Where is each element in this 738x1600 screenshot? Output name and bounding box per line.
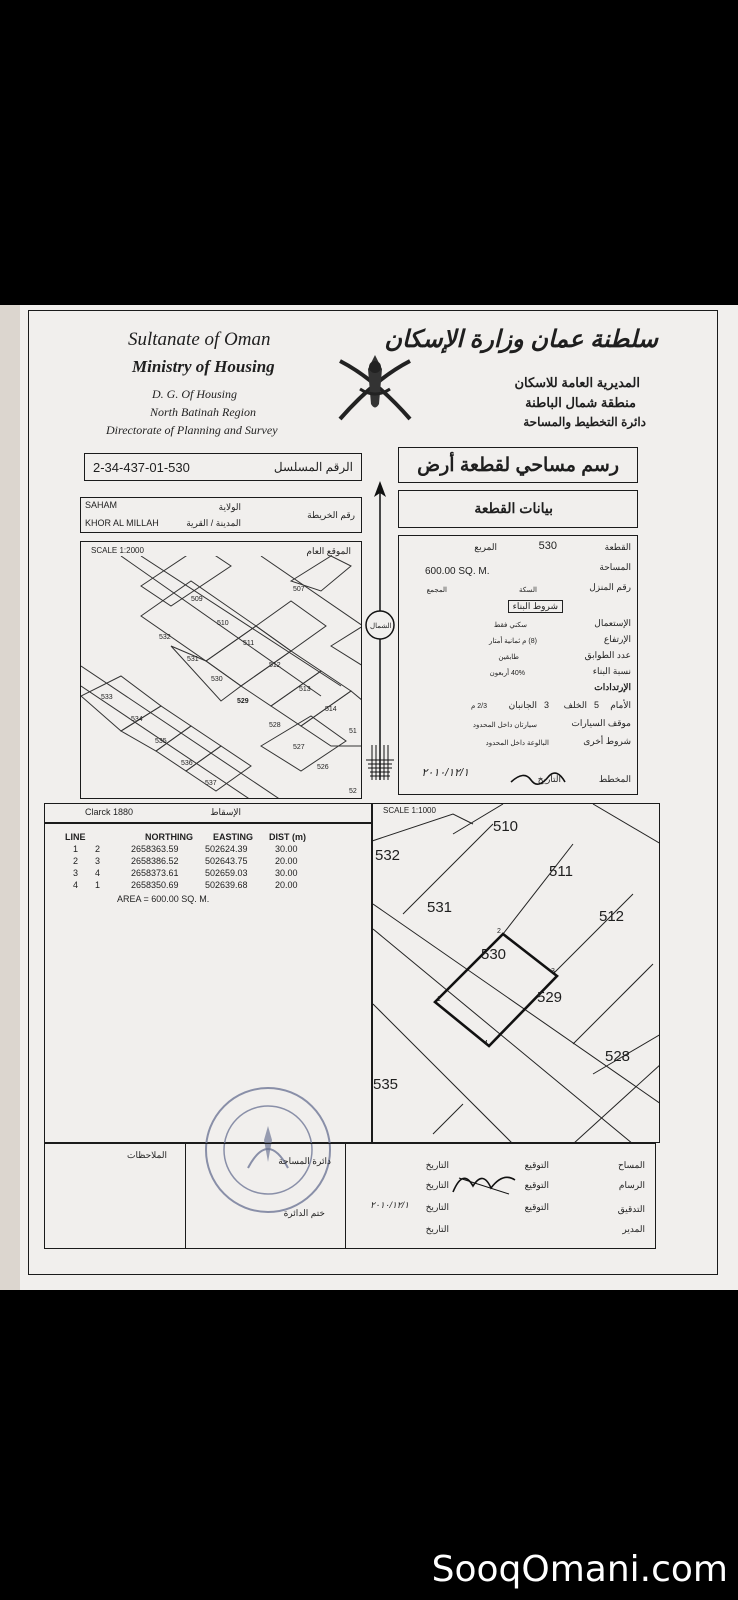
serial-value: 2-34-437-01-530 [93,460,190,475]
notes-label: الملاحظات [127,1150,167,1160]
sig-date: ٢٠١٠/١٢/١ [370,1200,409,1210]
north-label: الشمال [370,623,392,630]
block-label: المربع [474,542,497,552]
header-en-1: Sultanate of Oman [128,329,271,350]
row-dist: 20.00 [275,880,298,890]
location-box [80,497,362,533]
general-map-scale: SCALE 1:2000 [91,546,144,555]
house-label: رقم المنزل [589,582,631,592]
planner-signature [509,764,569,790]
serial-label: الرقم المسلسل [273,460,353,474]
gm-plot-531: 531 [187,656,199,663]
wilaya-en: SAHAM [85,500,118,510]
corner-1: 1 [437,996,441,1003]
col-line: LINE [65,832,86,842]
gm-plot-532: 532 [159,634,171,641]
gm-plot-511: 511 [243,640,255,647]
seal-label: ختم الدائرة [283,1208,325,1218]
front-label: الأمام [610,700,631,710]
parking-label: موقف السيارات [571,718,631,728]
gm-plot-534: 534 [131,716,143,723]
row-dist: 30.00 [275,868,298,878]
header-en-2: Ministry of Housing [132,357,275,376]
row-northing: 2658363.59 [131,844,179,854]
gm-plot-51: 51 [349,728,357,735]
row-from: 2 [73,856,79,866]
bottom-black-band [0,1290,738,1600]
row-easting: 502624.39 [205,844,248,854]
row-from: 4 [73,880,79,890]
area-label: المساحة [599,562,631,572]
back-label: الخلف [563,700,587,710]
header-en-5: Directorate of Planning and Survey [106,423,278,437]
role-surveyor: المساح [617,1160,645,1170]
plot-data-title: بيانات القطعة [474,500,553,516]
gm-plot-52: 52 [349,788,357,795]
gm-plot-512: 512 [269,662,281,669]
dm-plot-510: 510 [493,818,519,835]
other-value: البالوعة داخل المحدود [485,740,549,747]
gm-plot-509: 509 [191,596,203,603]
ratio-value: 40% أربعون [489,670,525,677]
top-black-band [0,0,738,305]
header-ar-2: منطقة شمال الباطنة [525,395,636,410]
doc-title-box [398,447,638,483]
use-value: سكني فقط [493,622,527,629]
gm-plot-530: 530 [211,676,223,683]
role-director: المدير [622,1224,645,1234]
gm-plot-529: 529 [237,698,249,705]
corner-3: 3 [551,968,555,975]
height-label: الإرتفاع [603,634,631,644]
gm-plot-513: 513 [299,686,311,693]
sig-label-1: التوقيع [524,1160,549,1170]
date-label-1: التاريخ [425,1160,449,1170]
col-easting: EASTING [213,832,254,842]
role-checker: التدقيق [617,1204,645,1214]
parking-value: سيارتان داخل المحدود [472,722,537,729]
projection-label: الإسقاط [210,807,241,817]
dm-plot-532: 532 [375,847,401,864]
role-drafter: الرسام [618,1180,645,1190]
header-en-3: D. G. Of Housing [152,387,238,401]
dm-plot-511: 511 [549,863,573,880]
row-from: 3 [73,868,79,878]
gm-plot-528: 528 [269,722,281,729]
sig-label-3: التوقيع [524,1202,549,1212]
plot-data-title-box [398,490,638,528]
front-value: 5 [593,700,599,710]
town-en: KHOR AL MILLAH [85,518,159,528]
row-easting: 502639.68 [205,880,248,890]
serial-box [84,453,362,481]
row-dist: 20.00 [275,856,298,866]
gm-plot-536: 536 [181,760,193,767]
sides-label: الجانبان [508,700,537,710]
row-northing: 2658386.52 [131,856,179,866]
plot-value: 530 [538,540,557,552]
plot-label: القطعة [604,542,631,552]
row-to: 3 [95,856,101,866]
checker-signature [449,1164,519,1198]
header-en-4: North Batinah Region [150,405,256,419]
row-northing: 2658373.61 [131,868,179,878]
ratio-label: نسبة البناء [592,666,631,676]
conditions-title-text: شروط البناء [512,601,558,611]
dm-plot-529: 529 [537,989,563,1006]
bottom-table [44,1143,656,1249]
date-value: ٢٠١٠/١٢/١ [421,767,469,779]
paper-edge [0,305,20,1290]
date-label: التاريخ [537,774,561,784]
gm-plot-510: 510 [217,620,229,627]
map-no-ar: رقم الخريطة [307,510,355,520]
row-to: 1 [95,880,101,890]
survey-circle-label: دائرة المساحة [278,1156,331,1166]
watermark: SooqOmani.com [431,1549,728,1590]
col-dist: DIST (m) [269,832,306,842]
gm-plot-537: 537 [205,780,217,787]
header-ar-3: دائرة التخطيط والمساحة [523,415,646,429]
general-map-box [80,541,362,799]
house-a: السكة [519,587,537,594]
date-label-2: التاريخ [425,1180,449,1190]
sig-label-2: التوقيع [524,1180,549,1190]
detail-map-box [372,803,660,1143]
col-northing: NORTHING [145,832,193,842]
sides-value: 2/3 م [470,703,487,710]
row-to: 4 [95,868,101,878]
date-label-3: التاريخ [425,1202,449,1212]
general-map-title: الموقع العام [306,546,351,556]
header-ar-1: المديرية العامة للاسكان [514,375,640,390]
detail-map-drawing [373,804,660,1143]
row-easting: 502659.03 [205,868,248,878]
row-dist: 30.00 [275,844,298,854]
gm-plot-507: 507 [293,586,305,593]
coords-area: AREA = 600.00 SQ. M. [117,894,210,904]
header-ar-logo: سلطنة عمان وزارة الإسكان [384,326,658,353]
north-arrow-icon [360,475,400,795]
dm-plot-531: 531 [427,899,453,916]
row-northing: 2658350.69 [131,880,179,890]
other-label: شروط أخرى [583,736,631,746]
row-easting: 502643.75 [205,856,248,866]
gm-plot-514: 514 [325,706,337,713]
date-label-4: التاريخ [425,1224,449,1234]
conditions-title [508,600,563,613]
dm-plot-528: 528 [605,1048,631,1065]
gm-plot-527: 527 [293,744,305,751]
corner-2: 2 [497,928,501,935]
plot-details-box [398,535,638,795]
doc-title: رسم مساحي لقطعة أرض [417,455,619,476]
dm-plot-512: 512 [599,908,625,925]
floors-value: طابقين [498,654,519,661]
use-label: الإستعمال [594,618,631,628]
back-value: 3 [543,700,549,710]
oman-emblem-icon [330,349,420,434]
gm-plot-526: 526 [317,764,329,771]
height-value: (8) م ثمانية أمتار [488,638,537,645]
detail-map-scale: SCALE 1:1000 [383,806,436,815]
row-to: 2 [95,844,101,854]
wilaya-ar: الولاية [218,502,241,512]
dm-plot-535: 535 [373,1076,399,1093]
setbacks-label: الإرتدادات [594,682,631,692]
planner-label: المخطط [598,774,631,784]
floors-label: عدد الطوابق [584,650,631,660]
gm-plot-533: 533 [101,694,113,701]
gm-plot-535: 535 [155,738,167,745]
house-b: المجمع [426,587,447,594]
projection-box [44,803,372,823]
survey-document [0,305,738,1290]
dm-plot-530: 530 [481,946,507,963]
row-from: 1 [73,844,79,854]
corner-4: 4 [484,1040,488,1047]
town-ar: المدينة / القرية [186,518,241,528]
projection-value: Clarck 1880 [85,807,134,817]
area-value: 600.00 SQ. M. [425,566,490,577]
